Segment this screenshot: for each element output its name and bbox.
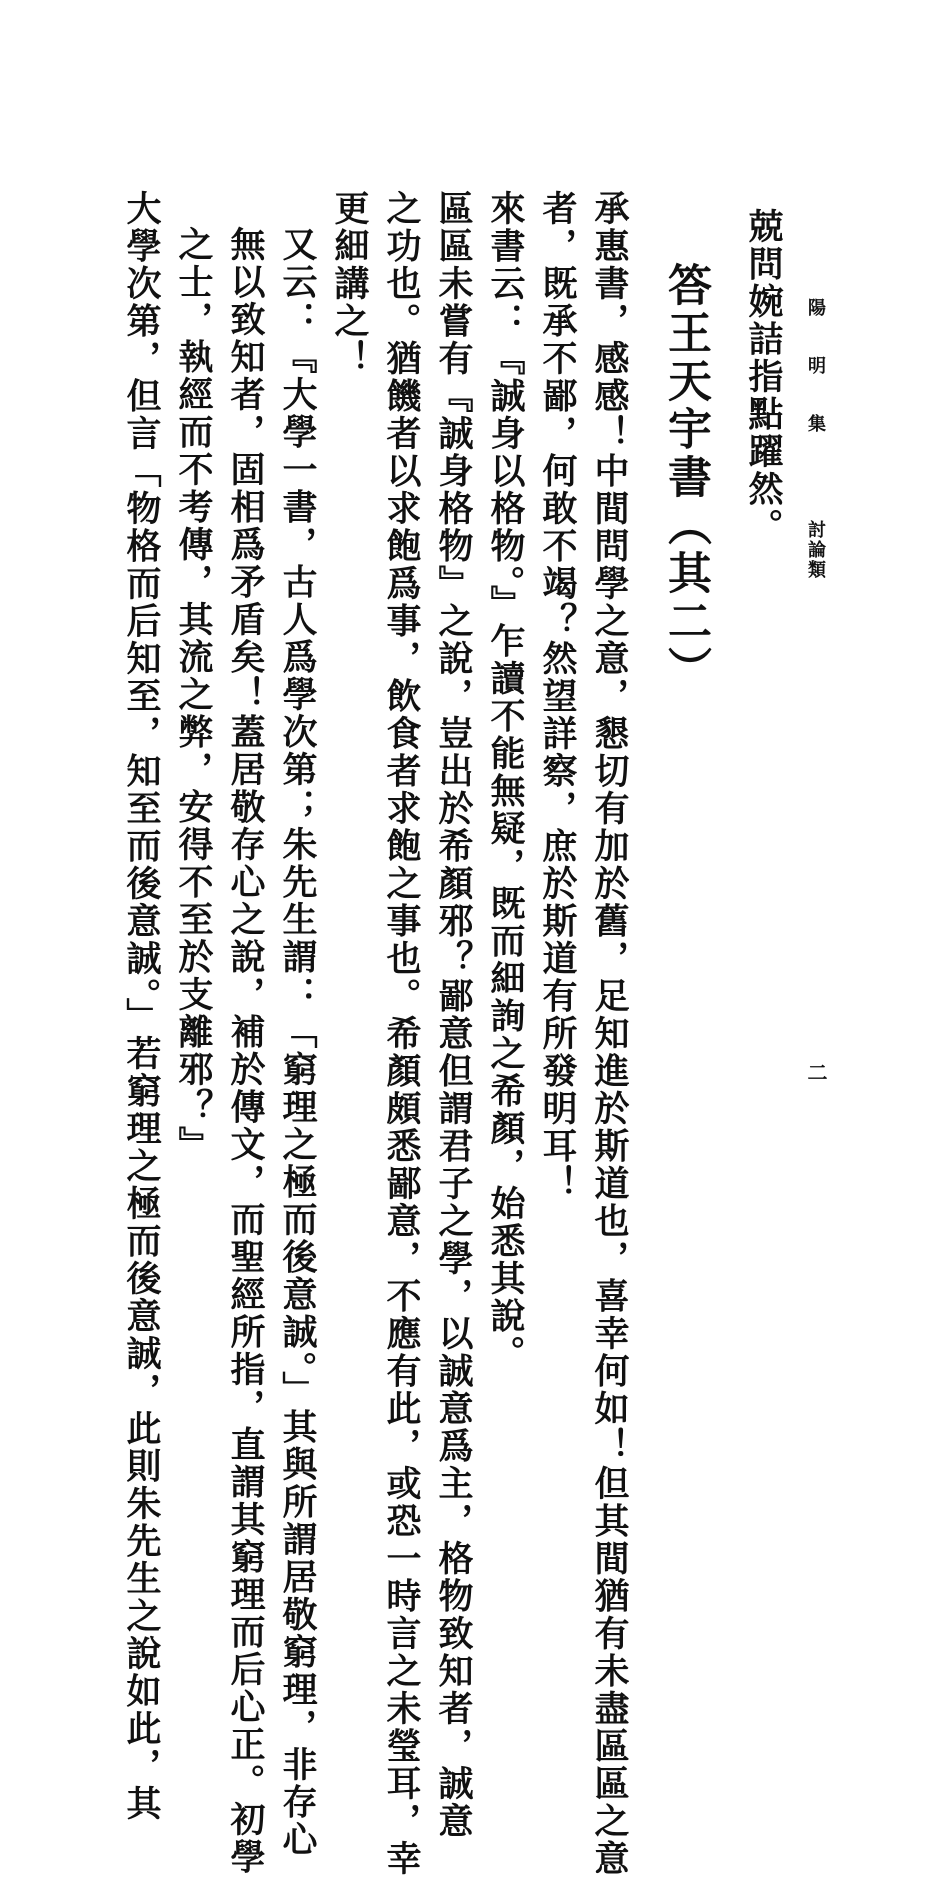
text-column-5: 來書云：『誠身以格物。』乍讀不能無疑，既而細詢之希顏，始悉其說。: [485, 190, 526, 1373]
text-column-4: 者，既承不鄙，何敢不竭？然望詳察，庶於斯道有所發明耳！: [537, 190, 578, 1203]
text-column-10: 無以致知者，固相爲矛盾矣！蓋居敬存心之說，補於傳文，而聖經所指，直謂其窮理而后心正。初學: [225, 226, 266, 1876]
text-column-8: 更細講之！: [329, 190, 370, 378]
text-column-6: 區區未嘗有『誠身格物』之說，豈出於希顏邪？鄙意但謂君子之學，以誠意爲主，格物致知者，誠意: [433, 190, 474, 1840]
section-heading: 答王天宇書（其二）: [660, 262, 711, 694]
text-column-12: 大學次第，但言「物格而后知至，知至而後意誠。」若窮理之極而後意誠，此則朱先生之說如此，其: [121, 190, 162, 1823]
text-column-11: 之士，執經而不考傳，其流之弊，安得不至於支離邪？』: [173, 226, 214, 1164]
running-head-title: 陽明集: [805, 298, 826, 472]
text-column-3: 承惠書，感感！中間問學之意，懇切有加於舊，足知進於斯道也，喜幸何如！但其間猶有未盡區區之意: [589, 190, 630, 1878]
running-head-section: 討論類: [805, 520, 826, 580]
text-column-9: 又云：『大學一書，古人爲學次第；朱先生謂：「窮理之極而後意誠。」其與所謂居敬窮理，非存心: [277, 226, 318, 1859]
text-column-7: 之功也。猶饑者以求飽爲事，飲食者求飽之事也。希顏頗悉鄙意，不應有此，或恐一時言之未瑩耳，幸: [381, 190, 422, 1878]
text-column-1: 兢問婉詰指點躍然。: [743, 208, 784, 546]
page-number: 二: [804, 1062, 828, 1082]
